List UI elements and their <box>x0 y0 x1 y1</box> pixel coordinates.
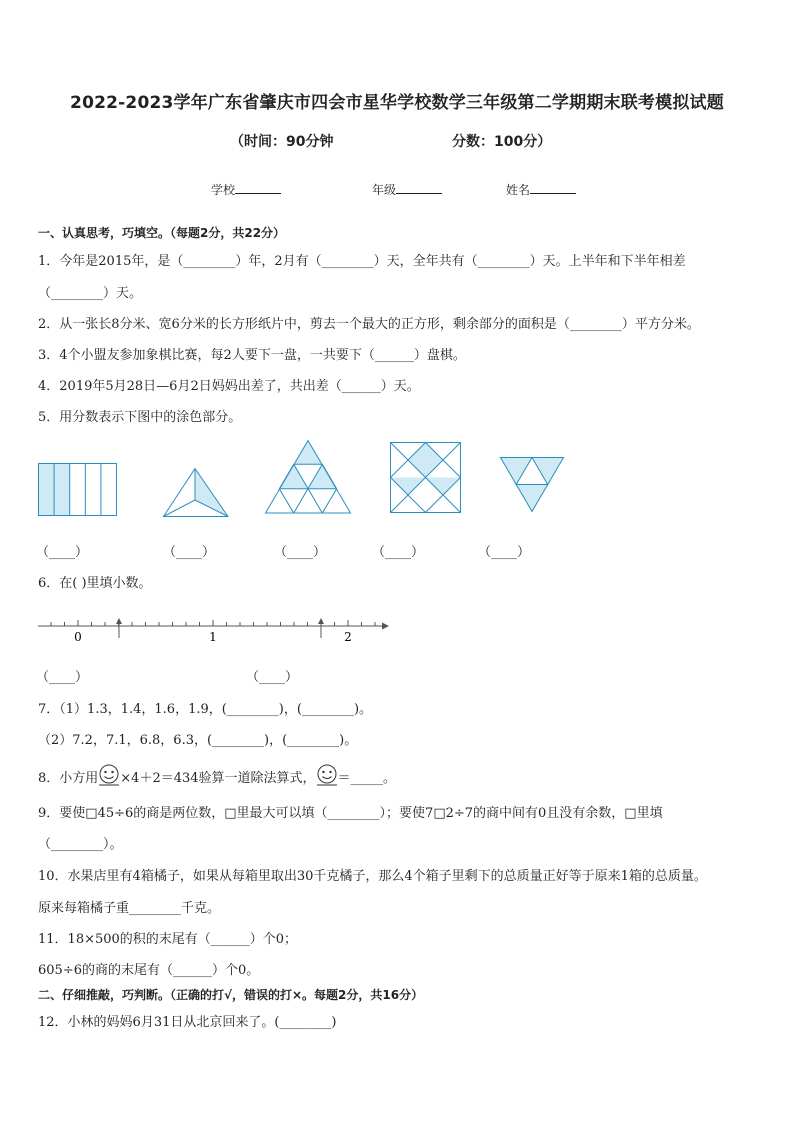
question-12: 12．小林的妈妈6月31日从北京回来了。(________) <box>38 1015 337 1030</box>
figure-rectangle-strips <box>38 463 118 517</box>
question-1-line1: 1．今年是2015年，是（________）年，2月有（________）天，全年共有（________）天。上半年和下半年相差 <box>38 254 686 269</box>
smiley-face-icon <box>98 764 120 786</box>
question-8: 8．小方用 ×4＋2＝434验算一道除法算式， ＝_____。 <box>38 764 396 786</box>
exam-title: 2022-2023学年广东省肇庆市四会市星华学校数学三年级第二学期期末联考模拟试题 <box>70 93 724 113</box>
question-7-line1: 7．（1）1.3，1.4，1.6，1.9，(________)，(________)。 <box>38 702 373 717</box>
question-11-line2: 605÷6的商的末尾有（______）个0。 <box>38 963 260 978</box>
section-1-heading: 一、认真思考，巧填空。（每题2分，共22分） <box>38 226 286 240</box>
tick-label-0: 0 <box>74 630 82 644</box>
smiley-face-icon <box>316 764 338 786</box>
figure-triangle-grid <box>265 440 351 514</box>
q5-answer-5[interactable]: （____） <box>478 545 531 560</box>
section-2-heading: 二、仔细推敲，巧判断。（正确的打√，错误的打×。每题2分，共16分） <box>38 988 424 1002</box>
question-1-line2: （________）天。 <box>38 286 143 301</box>
q5-answer-1[interactable]: （____） <box>36 545 89 560</box>
exam-time: （时间：90分钟 <box>230 134 334 150</box>
school-field[interactable]: 学校 <box>211 181 281 198</box>
question-3: 3．4个小盟友参加象棋比赛，每2人要下一盘，一共要下（______）盘棋。 <box>38 348 466 363</box>
tick-label-1: 1 <box>209 630 217 644</box>
question-6: 6．在( )里填小数。 <box>38 576 152 591</box>
question-5: 5．用分数表示下图中的涂色部分。 <box>38 410 242 425</box>
question-9-line2: （________）。 <box>38 837 123 852</box>
q6-answer-2[interactable]: （____） <box>246 670 299 685</box>
grade-field[interactable]: 年级 <box>372 181 442 198</box>
exam-score: 分数：100分） <box>452 134 552 150</box>
question-11-line1: 11．18×500的积的末尾有（______）个0； <box>38 932 298 947</box>
number-line <box>38 612 390 648</box>
q5-answer-3[interactable]: （____） <box>274 545 327 560</box>
figure-square-diamond <box>390 442 462 514</box>
q6-answer-1[interactable]: （____） <box>36 670 89 685</box>
q5-answer-2[interactable]: （____） <box>163 545 216 560</box>
question-4: 4．2019年5月28日—6月2日妈妈出差了，共出差（______）天。 <box>38 379 420 394</box>
figure-inverted-triangle <box>500 457 566 513</box>
question-7-line2: （2）7.2，7.1，6.8，6.3，(________)，(________)。 <box>38 733 358 748</box>
figure-triangle-centroid <box>163 468 229 518</box>
tick-label-2: 2 <box>344 630 352 644</box>
question-2: 2．从一张长8分米、宽6分米的长方形纸片中，剪去一个最大的正方形，剩余部分的面积是（________）平方分米。 <box>38 317 700 332</box>
q5-answer-4[interactable]: （____） <box>372 545 425 560</box>
name-field[interactable]: 姓名 <box>506 181 576 198</box>
question-10-line2: 原来每箱橘子重________千克。 <box>38 901 221 916</box>
question-9-line1: 9．要使□45÷6的商是两位数，□里最大可以填（________）；要使7□2÷7的商中间有0且没有余数，□里填 <box>38 806 663 821</box>
question-10-line1: 10．水果店里有4箱橘子，如果从每箱里取出30千克橘子，那么4个箱子里剩下的总质量正好等于原来1箱的总质量。 <box>38 869 707 884</box>
